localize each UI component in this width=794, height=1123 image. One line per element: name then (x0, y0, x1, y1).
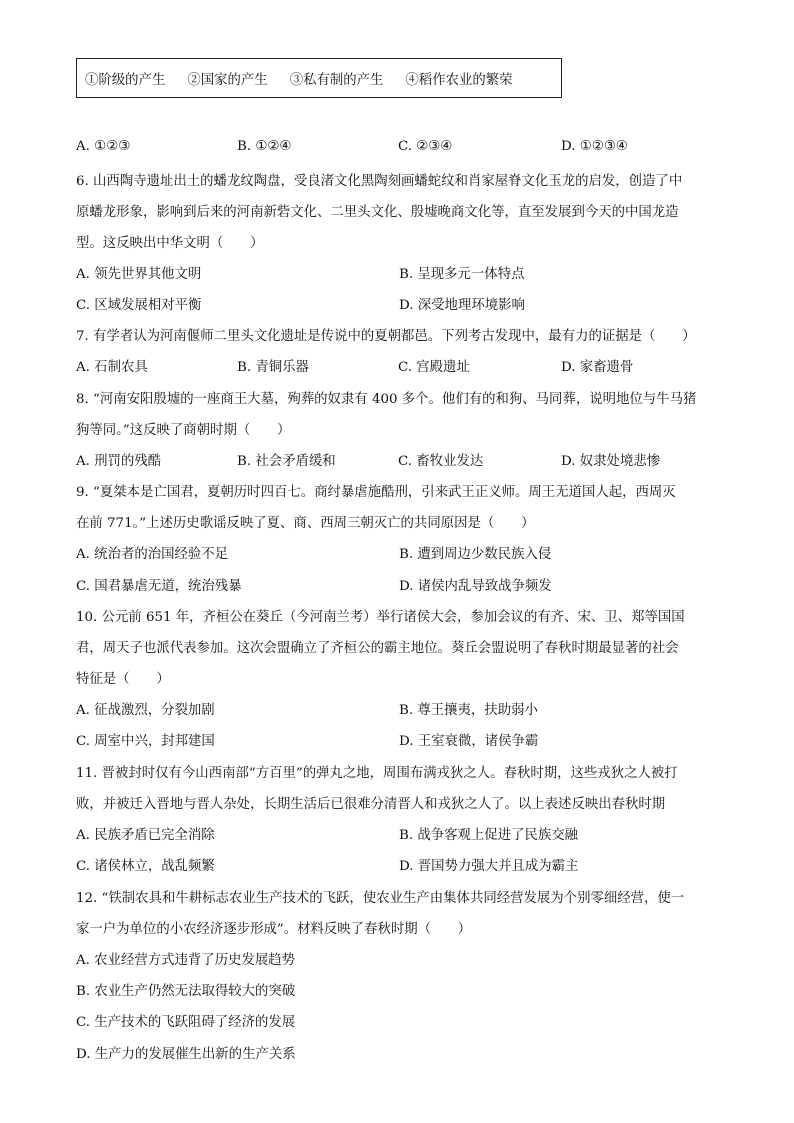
q11-options (76, 824, 726, 844)
option-b: B. 呈现多元一体特点 (399, 267, 525, 282)
q8-stem: 8. “河南安阳殷墟的一座商王大墓，殉葬的奴隶有 400 多个。他们有的和狗、马同葬，说明地位与牛马猪 (76, 392, 697, 407)
option-b: B. 战争客观上促进了民族交融 (399, 828, 579, 843)
option-a: A. 统治者的治国经验不足 (76, 547, 229, 562)
option-d: D. 深受地理环境影响 (399, 298, 525, 313)
option-d: D. 王室衰微，诸侯争霸 (399, 734, 539, 749)
q5-options (76, 139, 726, 159)
q8-stem: 狗等同。”这反映了商朝时期（ ） (76, 423, 291, 438)
q10-options (76, 730, 726, 750)
statement-item: ③私有制的产生 (289, 72, 384, 88)
q9-stem: 在前 771。”上述历史歌谣反映了夏、商、西周三朝灭亡的共同原因是（ ） (76, 516, 535, 531)
statement-item: ④稻作农业的繁荣 (405, 72, 513, 88)
q9-options (76, 543, 726, 563)
q12-option-d: D. 生产力的发展催生出新的生产关系 (76, 1047, 296, 1062)
statement-item: ①阶级的产生 (85, 72, 166, 88)
q7-stem: 7. 有学者认为河南偃师二里头文化遗址是传说中的夏朝都邑。下列考古发现中，最有力的证据是（ ） (76, 329, 696, 344)
q10-stem: 特征是（ ） (76, 672, 170, 687)
option-d: D. 奴隶处境悲惨 (561, 454, 661, 469)
q11-stem: 败，并被迁入晋地与晋人杂处，长期生活后已很难分清晋人和戎狄之人了。以上表述反映出春秋时期 (76, 797, 666, 812)
option-c: C. 区域发展相对平衡 (76, 298, 202, 313)
q7-options (76, 356, 726, 376)
option-c: C. 国君暴虐无道，统治残暴 (76, 579, 242, 594)
q12-option-b: B. 农业生产仍然无法取得较大的突破 (76, 984, 296, 999)
option-c: C. 诸侯林立，战乱频繁 (76, 859, 215, 874)
q9-options (76, 575, 726, 595)
q6-stem: 型。这反映出中华文明（ ） (76, 236, 264, 251)
option-c: C. 畜牧业发达 (398, 454, 484, 469)
q10-stem: 10. 公元前 651 年，齐桓公在葵丘（今河南兰考）举行诸侯大会，参加会议的有齐、宋、卫、郑等国国 (76, 610, 685, 625)
q11-stem: 11. 晋被封时仅有今山西南部“方百里”的弹丸之地，周围布满戎狄之人。春秋时期，这些戎狄之人被打 (76, 766, 678, 781)
option-d: D. 家畜遗骨 (561, 360, 634, 375)
q12-option-c: C. 生产技术的飞跃阻碍了经济的发展 (76, 1015, 296, 1030)
q8-options (76, 450, 726, 470)
q10-options (76, 699, 726, 719)
option-b: B. 尊王攘夷，扶助弱小 (399, 703, 538, 718)
q9-stem: 9. “夏桀本是亡国君，夏朝历时四百七。商纣暴虐施酷刑，引来武王正义师。周王无道国人起，西周灭 (76, 485, 676, 500)
option-b: B. 社会矛盾缓和 (237, 454, 336, 469)
option-a: A. 民族矛盾已完全消除 (76, 828, 215, 843)
option-c: C. ②③④ (398, 139, 453, 154)
q6-options (76, 294, 726, 314)
option-d: D. 诸侯内乱导致战争频发 (399, 579, 552, 594)
option-b: B. ①②④ (237, 139, 292, 154)
q6-stem: 原蟠龙形象，影响到后来的河南新砦文化、二里头文化、殷墟晚商文化等，直至发展到今天的中国龙造 (76, 205, 679, 220)
q6-options (76, 263, 726, 283)
q12-stem: 12. “铁制农具和牛耕标志农业生产技术的飞跃，使农业生产由集体共同经营发展为个别零细经营，使一 (76, 891, 685, 906)
option-b: B. 遭到周边少数民族入侵 (399, 547, 552, 562)
option-a: A. ①②③ (76, 139, 131, 154)
option-c: C. 周室中兴，封邦建国 (76, 734, 215, 749)
option-b: B. 青铜乐器 (237, 360, 309, 375)
q11-options (76, 855, 726, 875)
option-c: C. 宫殿遗址 (398, 360, 470, 375)
q10-stem: 君，周天子也派代表参加。这次会盟确立了齐桓公的霸主地位。葵丘会盟说明了春秋时期最显著的社会 (76, 641, 679, 656)
option-a: A. 征战激烈，分裂加剧 (76, 703, 215, 718)
option-a: A. 刑罚的残酷 (76, 454, 162, 469)
option-d: D. 晋国势力强大并且成为霸主 (399, 859, 579, 874)
option-d: D. ①②③④ (561, 139, 628, 154)
option-a: A. 领先世界其他文明 (76, 267, 202, 282)
q12-stem: 家一户为单位的小农经济逐步形成”。材料反映了春秋时期（ ） (76, 922, 472, 937)
q12-option-a: A. 农业经营方式违背了历史发展趋势 (76, 953, 296, 968)
statement-box (76, 58, 562, 98)
statement-item: ②国家的产生 (187, 72, 268, 88)
option-a: A. 石制农具 (76, 360, 148, 375)
q6-stem: 6. 山西陶寺遗址出土的蟠龙纹陶盘，受良渚文化黑陶刻画蟠蛇纹和肖家屋脊文化玉龙的启发，创造了中 (76, 174, 683, 189)
